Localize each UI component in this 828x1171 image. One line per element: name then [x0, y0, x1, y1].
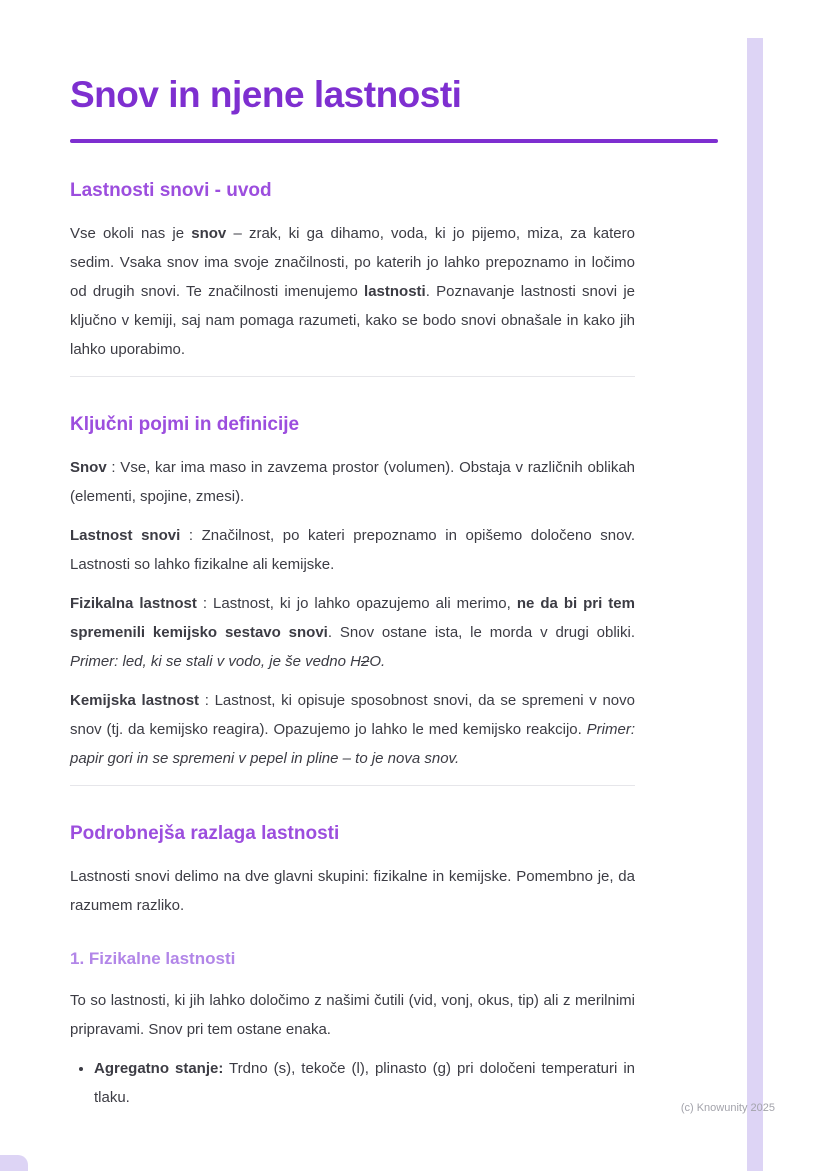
- text-run: To so lastnosti, ki jih lahko določimo z našimi čutili (vid, vonj, okus, tip) ali z merilnimi pripravami. Snov pri tem ostane enaka.: [70, 992, 635, 1038]
- paragraph: [70, 862, 635, 920]
- paragraph: [70, 686, 635, 773]
- text-run: ne da bi pri tem spremenili kemijsko sestavo snovi: [70, 595, 635, 641]
- text-run: : Značilnost, po kateri prepoznamo in opišemo določeno snov. Lastnosti so lahko fizikalne ali kemijske.: [70, 527, 635, 573]
- text-run: Agregatno stanje:: [94, 1060, 224, 1077]
- text-run: O.: [369, 653, 386, 670]
- paragraph: [70, 589, 635, 676]
- content-divider: [70, 376, 635, 377]
- text-run: . Snov ostane ista, le morda v drugi obliki.: [327, 624, 635, 641]
- text-run: Lastnosti snovi delimo na dve glavni skupini: fizikalne in kemijske. Pomembno je, da razumem razliko.: [70, 868, 635, 914]
- text-run: 2: [360, 653, 370, 670]
- text-run: : Lastnost, ki opisuje sposobnost snovi, da se spremeni v novo snov (tj. da kemijsko reagira). Opazujemo jo lahko le med kemijsko reakcijo.: [70, 692, 635, 738]
- page-corner-accent: [0, 1155, 28, 1171]
- text-run: Kemijska lastnost: [70, 692, 200, 709]
- text-run: Snov: [70, 459, 107, 476]
- text-run: – zrak, ki ga dihamo, voda, ki jo pijemo, miza, za katero sedim. Vsaka snov ima svoje značilnosti, po katerih jo lahko prepoznamo in ločimo od drugih snovi. Te značilnosti imenujemo: [70, 225, 635, 300]
- paragraph: [70, 219, 635, 364]
- document-content: [70, 0, 635, 1112]
- text-run: Primer: papir gori in se spremeni v pepel in pline – to je nova snov.: [70, 721, 635, 767]
- paragraph: [70, 453, 635, 511]
- document-title: Snov in njene lastnosti: [70, 74, 462, 115]
- text-run: . Poznavanje lastnosti snovi je ključno v kemiji, saj nam pomaga razumeti, kako se bodo snovi obnašale in kako jih lahko uporabimo.: [70, 283, 635, 358]
- list-item: [94, 1054, 635, 1112]
- text-run: Lastnost snovi: [70, 527, 181, 544]
- content-divider: [70, 785, 635, 786]
- section-heading: Lastnosti snovi - uvod: [70, 180, 272, 201]
- section-heading: Podrobnejša razlaga lastnosti: [70, 823, 340, 844]
- text-run: : Lastnost, ki jo lahko opazujemo ali merimo,: [196, 595, 517, 612]
- text-run: Vse okoli nas je: [70, 225, 192, 242]
- document-body: [70, 179, 635, 1112]
- document-header: [70, 74, 635, 143]
- subsection-heading: 1. Fizikalne lastnosti: [70, 949, 236, 968]
- text-run: snov: [191, 225, 227, 242]
- text-run: Fizikalna lastnost: [70, 595, 197, 612]
- text-run: Primer: led, ki se stali v vodo, je še vedno H: [70, 653, 361, 670]
- title-underline: [70, 139, 718, 143]
- bullet-list: [70, 1054, 635, 1112]
- text-run: : Vse, kar ima maso in zavzema prostor (volumen). Obstaja v različnih oblikah (elementi, spojine, zmesi).: [70, 459, 635, 505]
- text-run: Trdno (s), tekoče (l), plinasto (g) pri določeni temperaturi in tlaku.: [94, 1060, 636, 1106]
- copyright: (c) Knowunity 2025: [680, 1102, 775, 1114]
- page-edge-strip: [747, 38, 763, 1171]
- paragraph: [70, 521, 635, 579]
- text-run: lastnosti: [364, 283, 426, 300]
- section-heading: Ključni pojmi in definicije: [70, 414, 300, 435]
- paragraph: [70, 986, 635, 1044]
